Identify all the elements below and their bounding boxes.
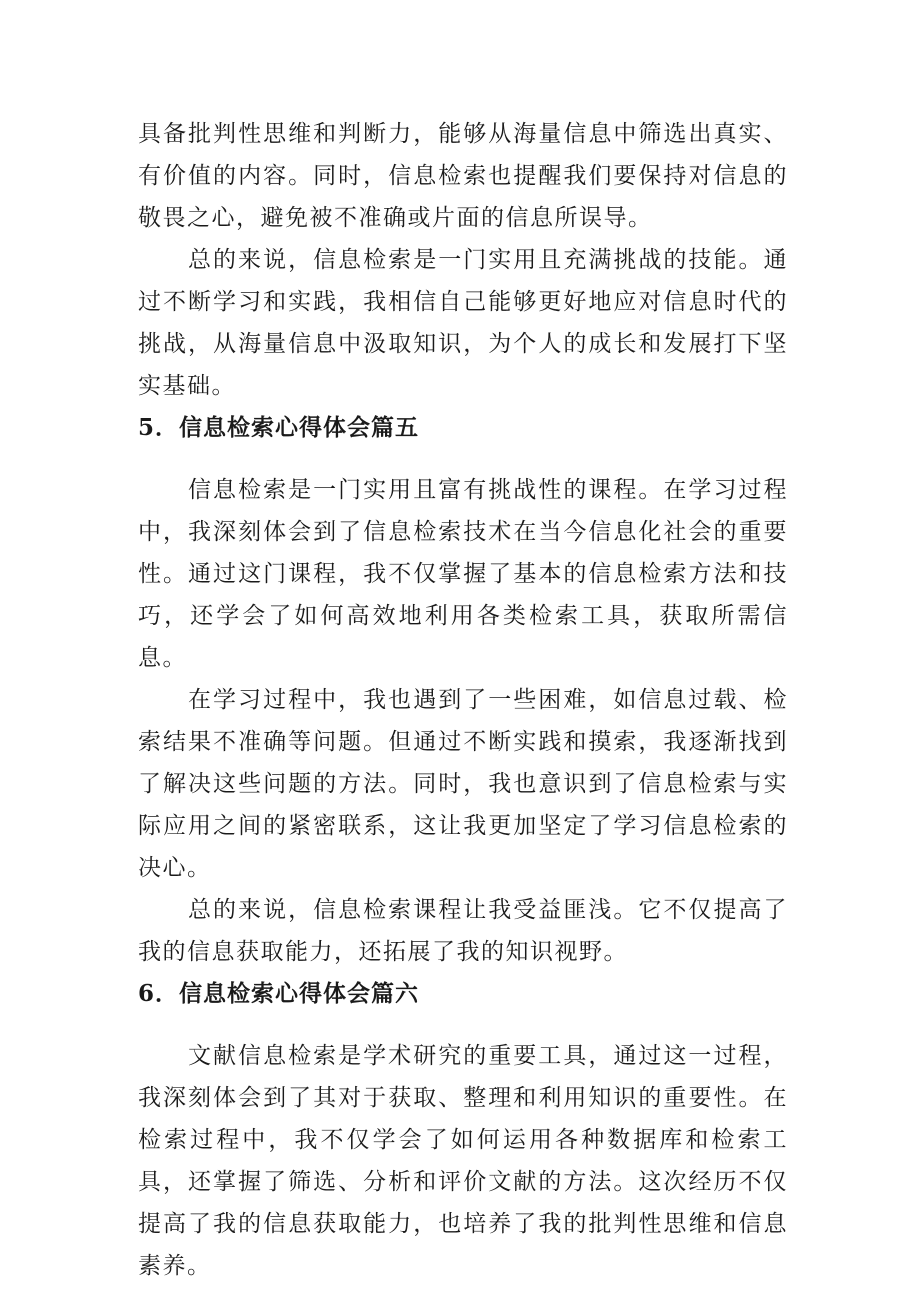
document-page: [138, 113, 788, 1287]
paragraph-conclusion: 总的来说，信息检索是一门实用且充满挑战的技能。通过不断学习和实践，我相信自己能够更好地应对信息时代的挑战，从海量信息中汲取知识，为个人的成长和发展打下坚实基础。: [138, 247, 788, 399]
paragraph-section5-2: 在学习过程中，我也遇到了一些困难，如信息过载、检索结果不准确等问题。但通过不断实践和摸索，我逐渐找到了解决这些问题的方法。同时，我也意识到了信息检索与实际应用之间的紧密联系，这让我更加坚定了学习信息检索的决心。: [138, 687, 788, 881]
paragraph-section5-1: 信息检索是一门实用且富有挑战性的课程。在学习过程中，我深刻体会到了信息检索技术在当今信息化社会的重要性。通过这门课程，我不仅掌握了基本的信息检索方法和技巧，还学会了如何高效地利用各类检索工具，获取所需信息。: [138, 477, 788, 671]
section-heading-5: 5．信息检索心得体会篇五: [138, 414, 420, 441]
paragraph-section5-3: 总的来说，信息检索课程让我受益匪浅。它不仅提高了我的信息获取能力，还拓展了我的知识视野。: [138, 897, 788, 965]
paragraph-section6-1: 文献信息检索是学术研究的重要工具，通过这一过程，我深刻体会到了其对于获取、整理和利用知识的重要性。在检索过程中，我不仅学会了如何运用各种数据库和检索工具，还掌握了筛选、分析和评价文献的方法。这次经历不仅提高了我的信息获取能力，也培养了我的批判性思维和信息素养。: [138, 1043, 788, 1279]
section-heading-6: 6．信息检索心得体会篇六: [138, 980, 420, 1007]
paragraph-continuation: 具备批判性思维和判断力，能够从海量信息中筛选出真实、有价值的内容。同时，信息检索也提醒我们要保持对信息的敬畏之心，避免被不准确或片面的信息所误导。: [138, 121, 788, 231]
